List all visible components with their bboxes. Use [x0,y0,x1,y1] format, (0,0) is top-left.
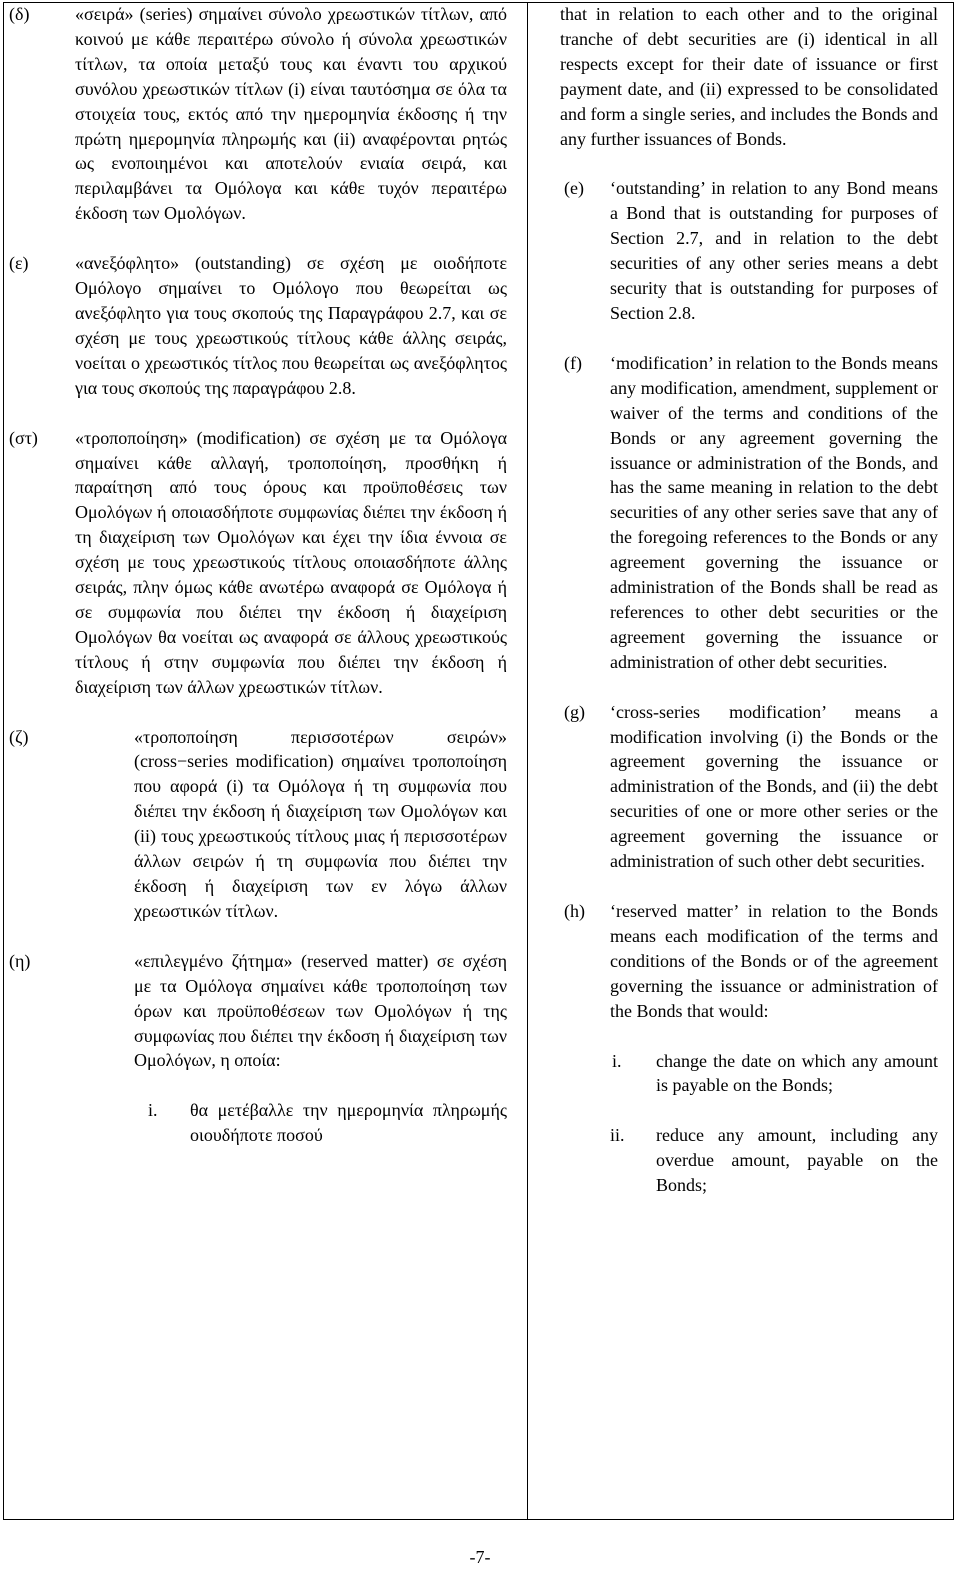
subitem-text: change the date on which any amount is payable on the Bonds; [656,1050,938,1096]
definition-outstanding-en [560,176,938,325]
definition-reserved-matter-en [560,899,938,1024]
page-number: -7- [469,1547,491,1567]
item-text: ‘outstanding’ in relation to any Bond means a Bond that is outstanding for purposes of Section 2.7, and in relation to the debt securities of any other series means a debt security that is outstanding for purposes of Section 2.8. [610,178,938,323]
item-label: (f) [564,352,582,373]
item-text: ‘cross-series modification’ means a modification involving (i) the Bonds or the agreement governing the issuance or administration of the Bonds, and (ii) the debt securities of one or more other series or the agreement governing the issuance or administration of such other debt securities. [610,701,938,872]
item-label: (στ) [9,427,38,448]
subitem-label: i. [148,1100,158,1121]
greek-column [9,2,507,1148]
item-label: (e) [564,178,584,199]
subitem-en [560,1123,938,1198]
item-label: (h) [564,901,585,921]
item-text: «τροποποίηση» (modification) σε σχέση με τα Ομόλογα σημαίνει κάθε αλλαγή, τροποποίηση, προσθήκη ή παραίτηση από τους όρους και προϋποθέσεις των Ομολόγων ή οποιασδήποτε συμφωνίας διέπει την έκδοση ή τη διαχείριση των Ομολόγων και έχει την ίδια έννοια σε σχέση με τους χρεωστικούς τίτλους οποιασδήποτε άλλης σειράς, πλην όμως κάθε ανωτέρω αναφορά σε Ομόλογα ή σε συμφωνία που διέπει την έκδοση ή διαχείριση Ομολόγων θα νοείται ως αναφορά σε άλλους χρεωστικούς τίτλους ή στην συμφωνία που διέπει την έκδοση ή διαχείριση των άλλων χρεωστικών τίτλων. [75,427,507,697]
item-label: (g) [564,701,585,722]
item-label: (ζ) [9,726,29,747]
english-column [560,2,938,1198]
item-text: «επιλεγμένο ζήτημα» (reserved matter) σε σχέση με τα Ομόλογα σημαίνει κάθε τροποποίηση των όρων και προϋποθέσεων των Ομολόγων ή της συμφωνίας που διέπει την έκδοση ή διαχείριση των Ομολόγων, η οποία: [134,950,507,1071]
subitem-text: θα μετέβαλλε την ημερομηνία πληρωμής οιουδήποτε ποσού [190,1100,507,1146]
item-text: «τροποποίηση περισσοτέρων σειρών» (cross−series modification) σημαίνει τροποποίηση που αφορά (i) τα Ομόλογα ή τη συμφωνία που διέπει την έκδοση ή διαχείριση των Ομολόγων και (ii) τους χρεωστικούς τίτλους μιας ή περισσοτέρων άλλων σειρών ή τη συμφωνία που διέπει την έκδοση ή διαχείριση των εν λόγω άλλων χρεωστικών τίτλων. [134,726,507,921]
item-text: ‘modification’ in relation to the Bonds means any modification, amendment, supplement or waiver of the terms and conditions of the Bonds or any agreement governing the issuance or administration of the Bonds, and has the same meaning in relation to the debt securities of any other series save that any of the foregoing references to the Bonds or any agreement governing the issuance or administration of the Bonds shall be read as references to other debt securities or the agreement governing the issuance or administration of other debt securities. [610,352,938,672]
definition-modification-el [9,426,507,700]
column-divider [527,3,528,1519]
intro-text: that in relation to each other and to the original tranche of debt securities are (i) identical in all respects except for their date of issuance or first payment date, and (ii) expressed to be consolidated and form a single series, and includes the Bonds and any further issuances of Bonds. [560,4,938,149]
item-text: «σειρά» (series) σημαίνει σύνολο χρεωστικών τίτλων, από κοινού με κάθε περαιτέρω σύνολο ή σύνολα χρεωστικών τίτλων, τα οποία μεταξύ τους και έναντι του αρχικού συνόλου χρεωστικών τίτλων (i) είναι ταυτόσημα σε όλα τα στοιχεία τους, εκτός από την ημερομηνία έκδοσης ή την πρώτη ημερομηνία πληρωμής και (ii) αναφέρονται ρητώς ως ενοποιημένοι και αποτελούν ενιαία σειρά, και περιλαμβάνει τα Ομόλογα και κάθε τυχόν περαιτέρω έκδοση των Ομολόγων. [75,4,507,224]
definition-cross-series-en [560,700,938,874]
definition-reserved-matter-el [9,949,507,1074]
definition-cross-series-el [9,725,507,924]
item-text: «ανεξόφλητο» (outstanding) σε σχέση με οιοδήποτε Ομόλογο σημαίνει το Ομόλογο που θεωρείται ως ανεξόφλητο για τους σκοπούς της Παραγράφου 2.7, και σε σχέση με τους χρεωστικούς τίτλους κάθε άλλης σειράς, νοείται ο χρεωστικός τίτλος που θεωρείται ως ανεξόφλητος για τους σκοπούς της παραγράφου 2.8. [75,253,507,398]
definition-outstanding-el [9,251,507,400]
definition-series-intro-en [560,2,938,151]
subitem-text: reduce any amount, including any overdue amount, payable on the Bonds; [656,1125,938,1196]
subitem-label: i. [612,1050,622,1071]
definition-series-el [9,2,507,226]
item-text: ‘reserved matter’ in relation to the Bonds means each modification of the terms and conditions of the Bonds or of the agreement governing the issuance or administration of the Bonds that would: [610,901,938,1021]
subitem-label: ii. [610,1125,625,1146]
item-label: (ε) [9,253,29,274]
item-label: (η) [9,950,31,971]
subitem-el [75,1098,507,1148]
definition-modification-en [560,351,938,675]
item-label: (δ) [9,4,30,24]
subitem-en [560,1049,938,1099]
